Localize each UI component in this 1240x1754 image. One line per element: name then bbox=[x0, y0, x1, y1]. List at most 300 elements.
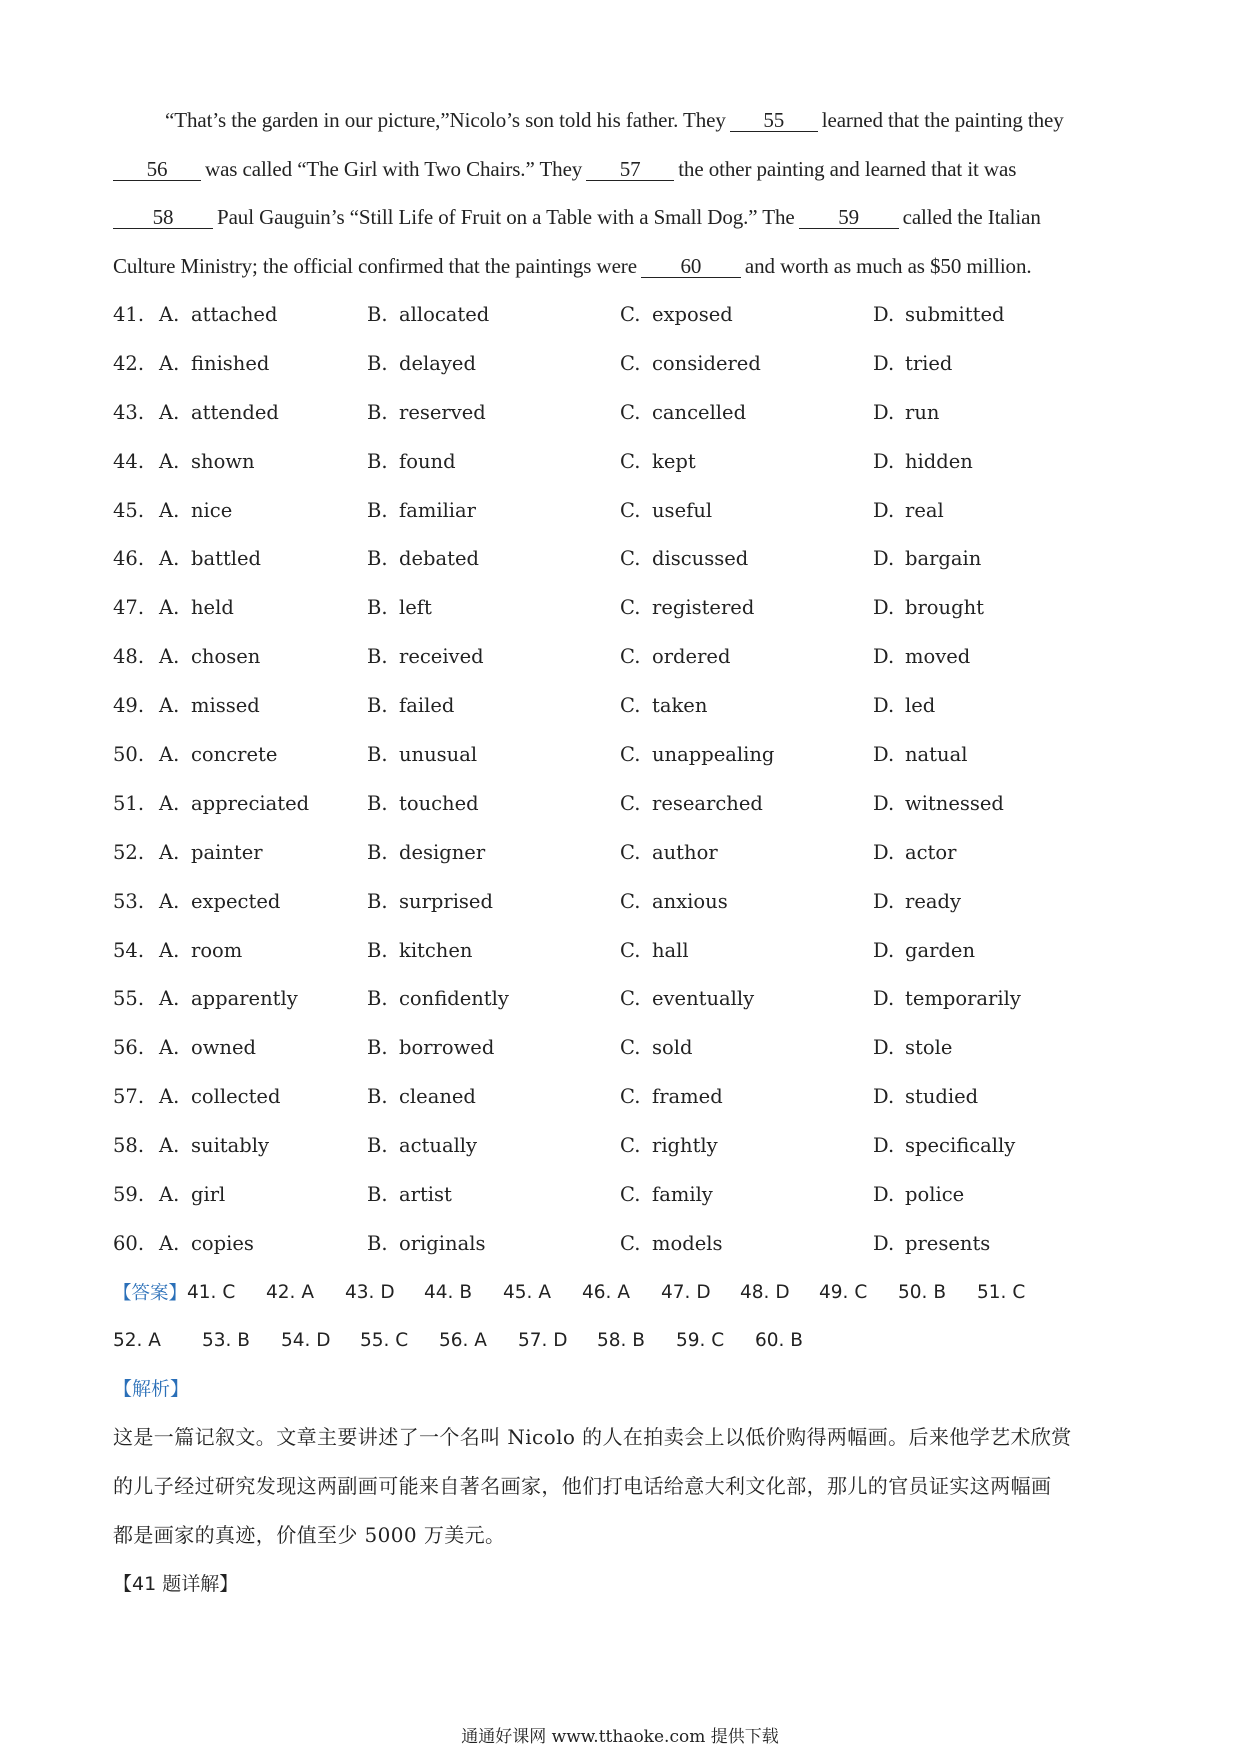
option-b bbox=[367, 1085, 620, 1108]
option-text: shown bbox=[191, 449, 255, 473]
option-a bbox=[159, 1085, 367, 1108]
option-d bbox=[873, 1134, 1093, 1157]
option-text: brought bbox=[905, 596, 984, 620]
analysis-line: 都是画家的真迹，价值至少 5000 万美元。 bbox=[113, 1523, 506, 1548]
option-text: tried bbox=[905, 351, 953, 375]
option-text: specifically bbox=[905, 1134, 1016, 1158]
option-letter: A. bbox=[159, 742, 180, 766]
answer-item: 57. D bbox=[518, 1330, 568, 1352]
option-text: temporarily bbox=[905, 987, 1021, 1011]
option-letter: A. bbox=[159, 645, 180, 669]
option-b bbox=[367, 987, 620, 1010]
option-b bbox=[367, 1232, 620, 1255]
passage-line-2 bbox=[113, 145, 1133, 194]
option-letter: B. bbox=[367, 596, 388, 620]
option-text: painter bbox=[191, 840, 263, 864]
question-row bbox=[113, 534, 1133, 583]
answer-item: 49. C bbox=[819, 1281, 868, 1303]
question-number: 51. bbox=[113, 791, 145, 815]
option-c bbox=[620, 694, 873, 717]
option-d bbox=[873, 743, 1093, 766]
option-letter: A. bbox=[159, 449, 180, 473]
option-letter: A. bbox=[159, 1134, 180, 1158]
option-letter: C. bbox=[620, 351, 641, 375]
option-c bbox=[620, 1085, 873, 1108]
option-letter: A. bbox=[159, 1085, 180, 1109]
option-text: appreciated bbox=[191, 791, 310, 815]
option-text: originals bbox=[399, 1231, 486, 1255]
option-d bbox=[873, 499, 1093, 522]
question-row bbox=[113, 877, 1133, 926]
option-letter: D. bbox=[873, 840, 895, 864]
option-a bbox=[159, 890, 367, 913]
question-number: 48. bbox=[113, 645, 145, 669]
option-text: allocated bbox=[399, 302, 490, 326]
option-letter: A. bbox=[159, 1036, 180, 1060]
option-letter: D. bbox=[873, 645, 895, 669]
option-d bbox=[873, 352, 1093, 375]
option-text: missed bbox=[191, 694, 260, 718]
passage-line-4 bbox=[113, 242, 1133, 291]
option-letter: D. bbox=[873, 938, 895, 962]
option-d bbox=[873, 694, 1093, 717]
option-text: unusual bbox=[399, 742, 478, 766]
option-a bbox=[159, 499, 367, 522]
answer-item: 42. A bbox=[266, 1281, 314, 1303]
question-number: 54. bbox=[113, 938, 145, 962]
option-d bbox=[873, 401, 1093, 424]
option-a bbox=[159, 1134, 367, 1157]
option-letter: D. bbox=[873, 1036, 895, 1060]
option-text: family bbox=[652, 1182, 713, 1206]
option-text: hidden bbox=[905, 449, 973, 473]
option-text: moved bbox=[905, 645, 971, 669]
option-text: ready bbox=[905, 889, 961, 913]
option-a bbox=[159, 694, 367, 717]
option-text: stole bbox=[905, 1036, 953, 1060]
answer-item: 55. C bbox=[360, 1330, 409, 1352]
option-b bbox=[367, 450, 620, 473]
option-a bbox=[159, 841, 367, 864]
option-text: bargain bbox=[905, 547, 982, 571]
option-b bbox=[367, 303, 620, 326]
detail-label: 【41 题详解】 bbox=[113, 1573, 239, 1596]
option-text: real bbox=[905, 498, 944, 522]
option-letter: D. bbox=[873, 400, 895, 424]
answer-row bbox=[113, 1268, 1133, 1317]
option-letter: B. bbox=[367, 400, 388, 424]
option-c bbox=[620, 303, 873, 326]
option-b bbox=[367, 743, 620, 766]
option-text: author bbox=[652, 840, 718, 864]
option-text: girl bbox=[191, 1182, 226, 1206]
option-text: surprised bbox=[399, 889, 493, 913]
option-letter: B. bbox=[367, 645, 388, 669]
option-a bbox=[159, 987, 367, 1010]
option-letter: C. bbox=[620, 889, 641, 913]
option-letter: B. bbox=[367, 1085, 388, 1109]
option-letter: C. bbox=[620, 1182, 641, 1206]
option-text: models bbox=[652, 1231, 723, 1255]
option-b bbox=[367, 499, 620, 522]
option-c bbox=[620, 450, 873, 473]
blank-58: 58 bbox=[113, 206, 213, 229]
option-c bbox=[620, 547, 873, 570]
option-letter: D. bbox=[873, 791, 895, 815]
page-content bbox=[113, 96, 1133, 1609]
passage-text: the other painting and learned that it was bbox=[678, 156, 1017, 181]
option-text: received bbox=[399, 645, 484, 669]
option-c bbox=[620, 596, 873, 619]
question-row bbox=[113, 779, 1133, 828]
answer-item: 54. D bbox=[281, 1330, 331, 1352]
question-number: 46. bbox=[113, 547, 145, 571]
option-text: witnessed bbox=[905, 791, 1004, 815]
option-a bbox=[159, 352, 367, 375]
option-letter: B. bbox=[367, 547, 388, 571]
question-number: 55. bbox=[113, 987, 145, 1011]
option-text: concrete bbox=[191, 742, 278, 766]
question-row bbox=[113, 632, 1133, 681]
option-letter: A. bbox=[159, 547, 180, 571]
answer-item: 43. D bbox=[345, 1281, 395, 1303]
option-text: kitchen bbox=[399, 938, 473, 962]
option-text: touched bbox=[399, 791, 479, 815]
option-d bbox=[873, 939, 1093, 962]
analysis-line: 的儿子经过研究发现这两副画可能来自著名画家，他们打电话给意大利文化部，那儿的官员证实这两幅画 bbox=[113, 1474, 1052, 1499]
option-c bbox=[620, 352, 873, 375]
question-row bbox=[113, 1072, 1133, 1121]
question-number: 53. bbox=[113, 889, 145, 913]
option-letter: A. bbox=[159, 351, 180, 375]
option-letter: B. bbox=[367, 938, 388, 962]
question-options bbox=[113, 290, 1133, 1268]
option-letter: D. bbox=[873, 596, 895, 620]
option-letter: A. bbox=[159, 840, 180, 864]
blank-57: 57 bbox=[586, 158, 674, 181]
option-letter: C. bbox=[620, 694, 641, 718]
passage-text: “That’s the garden in our picture,”Nicolo’s son told his father. They bbox=[165, 108, 726, 132]
option-text: attached bbox=[191, 302, 278, 326]
option-letter: A. bbox=[159, 1182, 180, 1206]
option-c bbox=[620, 645, 873, 668]
option-text: left bbox=[399, 596, 432, 620]
option-c bbox=[620, 841, 873, 864]
option-a bbox=[159, 1232, 367, 1255]
option-letter: C. bbox=[620, 987, 641, 1011]
option-letter: B. bbox=[367, 791, 388, 815]
option-d bbox=[873, 303, 1093, 326]
option-text: actually bbox=[399, 1134, 478, 1158]
answer-label: 【答案】 bbox=[113, 1283, 188, 1305]
passage-text: called the Italian bbox=[902, 205, 1041, 229]
option-text: kept bbox=[652, 449, 696, 473]
option-letter: D. bbox=[873, 1134, 895, 1158]
option-c bbox=[620, 743, 873, 766]
option-letter: A. bbox=[159, 596, 180, 620]
option-letter: D. bbox=[873, 547, 895, 571]
option-text: submitted bbox=[905, 302, 1005, 326]
option-text: registered bbox=[652, 596, 755, 620]
answer-row bbox=[113, 1316, 1133, 1365]
option-text: led bbox=[905, 694, 936, 718]
option-a bbox=[159, 450, 367, 473]
option-text: suitably bbox=[191, 1134, 269, 1158]
option-b bbox=[367, 1183, 620, 1206]
option-d bbox=[873, 1183, 1093, 1206]
option-c bbox=[620, 1183, 873, 1206]
option-text: finished bbox=[191, 351, 270, 375]
answer-item: 46. A bbox=[582, 1281, 630, 1303]
answer-item: 51. C bbox=[977, 1281, 1026, 1303]
question-row bbox=[113, 1170, 1133, 1219]
option-c bbox=[620, 987, 873, 1010]
option-b bbox=[367, 841, 620, 864]
option-letter: C. bbox=[620, 938, 641, 962]
option-d bbox=[873, 645, 1093, 668]
question-row bbox=[113, 926, 1133, 975]
passage-text: and worth as much as $50 million. bbox=[744, 253, 1032, 278]
question-number: 58. bbox=[113, 1134, 145, 1158]
option-text: failed bbox=[399, 694, 455, 718]
question-number: 47. bbox=[113, 596, 145, 620]
option-a bbox=[159, 1183, 367, 1206]
option-text: attended bbox=[191, 400, 279, 424]
option-letter: C. bbox=[620, 449, 641, 473]
option-text: hall bbox=[652, 938, 689, 962]
option-letter: C. bbox=[620, 498, 641, 522]
option-d bbox=[873, 596, 1093, 619]
option-text: unappealing bbox=[652, 742, 775, 766]
passage-text: was called “The Girl with Two Chairs.” They bbox=[205, 156, 583, 181]
option-text: anxious bbox=[652, 889, 728, 913]
option-c bbox=[620, 1232, 873, 1255]
question-number: 49. bbox=[113, 694, 145, 718]
option-text: studied bbox=[905, 1085, 979, 1109]
option-text: useful bbox=[652, 498, 713, 522]
option-letter: A. bbox=[159, 938, 180, 962]
question-number: 43. bbox=[113, 400, 145, 424]
option-letter: D. bbox=[873, 1182, 895, 1206]
option-letter: A. bbox=[159, 302, 180, 326]
question-number: 56. bbox=[113, 1036, 145, 1060]
question-row bbox=[113, 1023, 1133, 1072]
option-letter: C. bbox=[620, 1085, 641, 1109]
option-text: police bbox=[905, 1182, 965, 1206]
option-text: nice bbox=[191, 498, 233, 522]
option-letter: C. bbox=[620, 547, 641, 571]
question-row bbox=[113, 437, 1133, 486]
option-text: apparently bbox=[191, 987, 298, 1011]
option-d bbox=[873, 890, 1093, 913]
option-letter: A. bbox=[159, 1231, 180, 1255]
option-text: cancelled bbox=[652, 400, 747, 424]
blank-59: 59 bbox=[799, 206, 899, 229]
option-text: expected bbox=[191, 889, 281, 913]
option-text: taken bbox=[652, 694, 708, 718]
option-c bbox=[620, 939, 873, 962]
option-c bbox=[620, 1036, 873, 1059]
option-text: rightly bbox=[652, 1134, 718, 1158]
analysis-text bbox=[113, 1413, 1133, 1560]
option-letter: B. bbox=[367, 1231, 388, 1255]
option-b bbox=[367, 1134, 620, 1157]
option-text: researched bbox=[652, 791, 763, 815]
option-a bbox=[159, 547, 367, 570]
option-letter: B. bbox=[367, 987, 388, 1011]
question-row bbox=[113, 486, 1133, 535]
answer-item: 60. B bbox=[755, 1330, 803, 1352]
option-text: confidently bbox=[399, 987, 509, 1011]
option-letter: A. bbox=[159, 498, 180, 522]
option-text: presents bbox=[905, 1231, 991, 1255]
option-letter: A. bbox=[159, 987, 180, 1011]
option-letter: C. bbox=[620, 840, 641, 864]
option-letter: B. bbox=[367, 694, 388, 718]
option-letter: A. bbox=[159, 694, 180, 718]
option-c bbox=[620, 792, 873, 815]
option-b bbox=[367, 645, 620, 668]
option-letter: B. bbox=[367, 1036, 388, 1060]
option-letter: B. bbox=[367, 498, 388, 522]
option-letter: D. bbox=[873, 987, 895, 1011]
option-a bbox=[159, 792, 367, 815]
option-b bbox=[367, 401, 620, 424]
passage-text: Paul Gauguin’s “Still Life of Fruit on a Table with a Small Dog.” The bbox=[217, 205, 795, 229]
option-a bbox=[159, 939, 367, 962]
option-letter: D. bbox=[873, 302, 895, 326]
option-c bbox=[620, 1134, 873, 1157]
option-letter: C. bbox=[620, 1036, 641, 1060]
question-number: 59. bbox=[113, 1182, 145, 1206]
option-c bbox=[620, 499, 873, 522]
question-row bbox=[113, 1121, 1133, 1170]
option-b bbox=[367, 596, 620, 619]
option-letter: B. bbox=[367, 1134, 388, 1158]
answer-item: 41. C bbox=[187, 1281, 236, 1303]
answer-item: 59. C bbox=[676, 1330, 725, 1352]
question-number: 41. bbox=[113, 302, 145, 326]
option-letter: B. bbox=[367, 889, 388, 913]
answer-item: 52. A bbox=[113, 1330, 161, 1352]
option-letter: C. bbox=[620, 400, 641, 424]
passage-line-1 bbox=[113, 96, 1133, 145]
option-text: ordered bbox=[652, 645, 731, 669]
option-a bbox=[159, 401, 367, 424]
option-letter: C. bbox=[620, 742, 641, 766]
option-text: chosen bbox=[191, 645, 261, 669]
question-number: 57. bbox=[113, 1085, 145, 1109]
option-text: battled bbox=[191, 547, 262, 571]
question-row bbox=[113, 388, 1133, 437]
option-b bbox=[367, 792, 620, 815]
option-text: exposed bbox=[652, 302, 733, 326]
option-text: eventually bbox=[652, 987, 755, 1011]
question-row bbox=[113, 828, 1133, 877]
option-a bbox=[159, 1036, 367, 1059]
option-letter: A. bbox=[159, 791, 180, 815]
option-b bbox=[367, 890, 620, 913]
option-text: natual bbox=[905, 742, 968, 766]
option-letter: D. bbox=[873, 694, 895, 718]
answer-item: 50. B bbox=[898, 1281, 947, 1303]
option-letter: C. bbox=[620, 1134, 641, 1158]
option-a bbox=[159, 743, 367, 766]
option-b bbox=[367, 547, 620, 570]
blank-55: 55 bbox=[730, 109, 818, 132]
option-text: borrowed bbox=[399, 1036, 495, 1060]
answer-item: 56. A bbox=[439, 1330, 487, 1352]
option-a bbox=[159, 645, 367, 668]
option-text: collected bbox=[191, 1085, 281, 1109]
question-number: 52. bbox=[113, 840, 145, 864]
option-text: run bbox=[905, 400, 940, 424]
answer-item: 44. B bbox=[424, 1281, 473, 1303]
option-d bbox=[873, 841, 1093, 864]
analysis-label: 【解析】 bbox=[113, 1377, 190, 1400]
question-row bbox=[113, 974, 1133, 1023]
option-letter: B. bbox=[367, 1182, 388, 1206]
option-text: discussed bbox=[652, 547, 749, 571]
option-text: considered bbox=[652, 351, 761, 375]
option-letter: B. bbox=[367, 742, 388, 766]
option-c bbox=[620, 401, 873, 424]
option-b bbox=[367, 694, 620, 717]
answer-item: 48. D bbox=[740, 1281, 790, 1303]
passage-line-3 bbox=[113, 193, 1133, 242]
option-d bbox=[873, 547, 1093, 570]
question-row bbox=[113, 730, 1133, 779]
answer-item: 58. B bbox=[597, 1330, 645, 1352]
option-d bbox=[873, 987, 1093, 1010]
option-letter: D. bbox=[873, 449, 895, 473]
option-letter: A. bbox=[159, 889, 180, 913]
question-row bbox=[113, 339, 1133, 388]
question-number: 45. bbox=[113, 498, 145, 522]
option-d bbox=[873, 792, 1093, 815]
option-letter: C. bbox=[620, 791, 641, 815]
option-text: held bbox=[191, 596, 234, 620]
passage-text: Culture Ministry; the official confirmed that the paintings were bbox=[113, 253, 637, 278]
option-text: artist bbox=[399, 1182, 452, 1206]
blank-60: 60 bbox=[641, 255, 741, 278]
option-d bbox=[873, 1085, 1093, 1108]
option-b bbox=[367, 1036, 620, 1059]
option-d bbox=[873, 450, 1093, 473]
option-text: copies bbox=[191, 1231, 254, 1255]
option-letter: B. bbox=[367, 449, 388, 473]
passage-text: learned that the painting they bbox=[821, 108, 1064, 132]
option-letter: B. bbox=[367, 351, 388, 375]
option-text: designer bbox=[399, 840, 486, 864]
answer-item: 47. D bbox=[661, 1281, 711, 1303]
option-text: reserved bbox=[399, 400, 486, 424]
option-a bbox=[159, 303, 367, 326]
option-text: actor bbox=[905, 840, 957, 864]
option-d bbox=[873, 1232, 1093, 1255]
option-letter: B. bbox=[367, 302, 388, 326]
option-b bbox=[367, 939, 620, 962]
question-number: 44. bbox=[113, 449, 145, 473]
page-footer: 通通好课网 www.tthaoke.com 提供下载 bbox=[461, 1727, 779, 1747]
option-text: room bbox=[191, 938, 243, 962]
option-letter: D. bbox=[873, 1231, 895, 1255]
option-letter: C. bbox=[620, 596, 641, 620]
answer-item: 53. B bbox=[202, 1330, 250, 1352]
question-number: 50. bbox=[113, 742, 145, 766]
option-letter: D. bbox=[873, 889, 895, 913]
option-text: garden bbox=[905, 938, 976, 962]
